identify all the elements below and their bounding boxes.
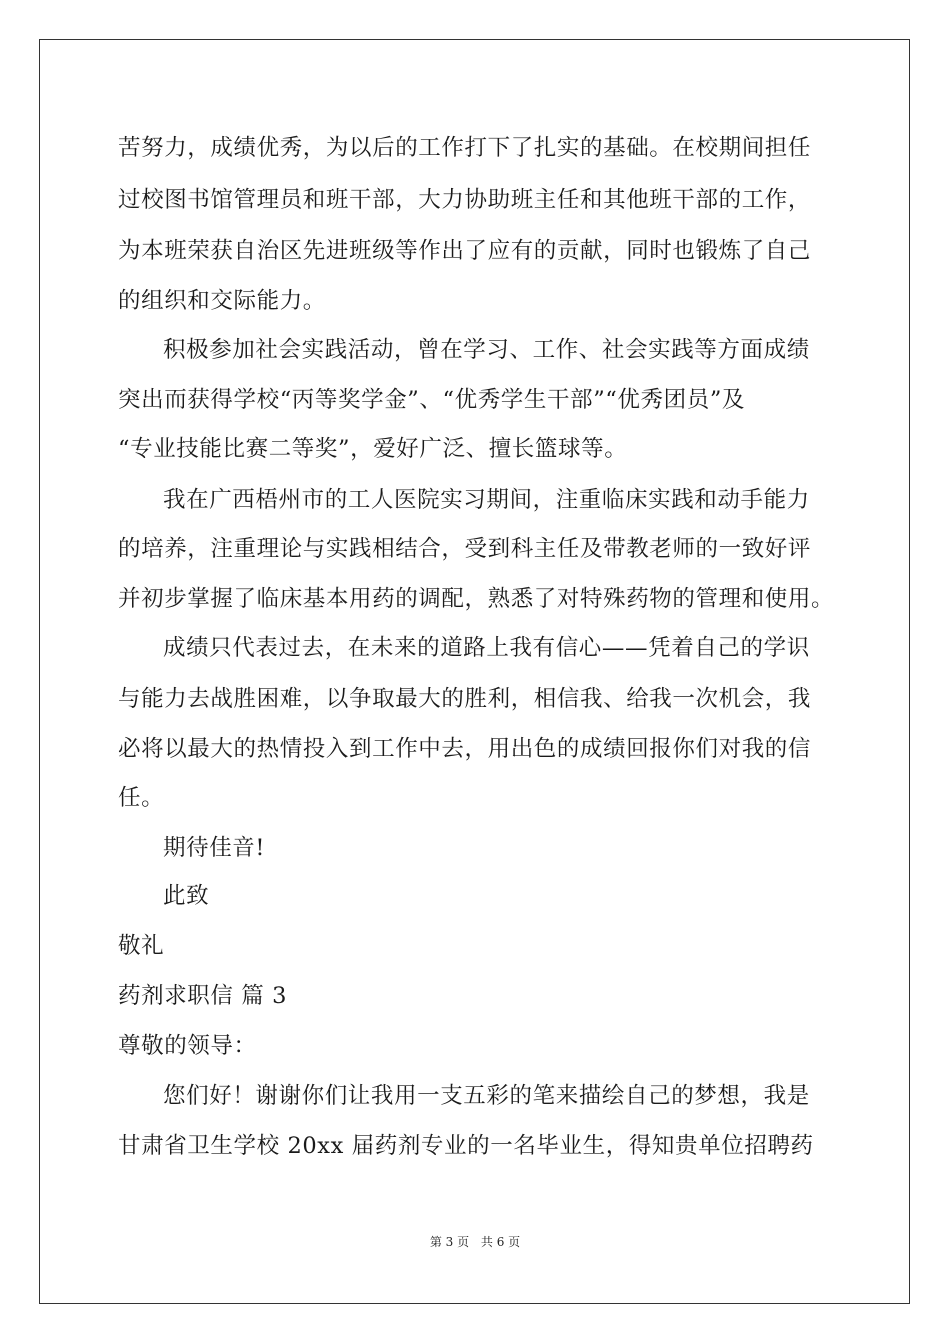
- greeting-line: 尊敬的领导：: [118, 1033, 257, 1059]
- paragraph-start-line: 成绩只代表过去，在未来的道路上我有信心——凭着自己的学识: [163, 635, 810, 661]
- text-line: 与能力去战胜困难，以争取最大的胜利，相信我、给我一次机会，我: [118, 686, 812, 712]
- closing-line: 期待佳音!: [163, 835, 266, 861]
- text-line: 并初步掌握了临床基本用药的调配，熟悉了对特殊药物的管理和使用。: [118, 586, 835, 612]
- text-line: 为本班荣获自治区先进班级等作出了应有的贡献，同时也锻炼了自己: [118, 238, 812, 264]
- salutation-line: 此致: [163, 883, 210, 909]
- text-line: 必将以最大的热情投入到工作中去，用出色的成绩回报你们对我的信: [118, 736, 812, 762]
- salutation-line: 敬礼: [118, 933, 165, 959]
- paragraph-start-line: 积极参加社会实践活动，曾在学习、工作、社会实践等方面成绩: [163, 337, 810, 363]
- text-line: “专业技能比赛二等奖”，爱好广泛、擅长篮球等。: [118, 436, 628, 462]
- text-line: 甘肃省卫生学校 20xx 届药剂专业的一名毕业生，得知贵单位招聘药: [118, 1133, 814, 1159]
- text-line: 的培养，注重理论与实践相结合，受到科主任及带教老师的一致好评: [118, 536, 812, 562]
- page-number: 第 3 页: [429, 1235, 470, 1249]
- text-line: 过校图书馆管理员和班干部，大力协助班主任和其他班干部的工作，: [118, 187, 812, 213]
- total-pages: 共 6 页: [480, 1235, 521, 1249]
- text-line: 苦努力，成绩优秀，为以后的工作打下了扎实的基础。在校期间担任: [118, 135, 812, 161]
- page-footer: [0, 1234, 950, 1250]
- text-line: 突出而获得学校“丙等奖学金”、“优秀学生干部”“优秀团员”及: [118, 387, 746, 413]
- text-line: 的组织和交际能力。: [118, 288, 326, 314]
- paragraph-start-line: 我在广西梧州市的工人医院实习期间，注重临床实践和动手能力: [163, 487, 810, 513]
- page-border: [39, 39, 910, 1304]
- text-line: 任。: [118, 785, 165, 811]
- section-title: 药剂求职信 篇 3: [118, 983, 288, 1009]
- paragraph-start-line: 您们好！谢谢你们让我用一支五彩的笔来描绘自己的梦想，我是: [163, 1083, 810, 1109]
